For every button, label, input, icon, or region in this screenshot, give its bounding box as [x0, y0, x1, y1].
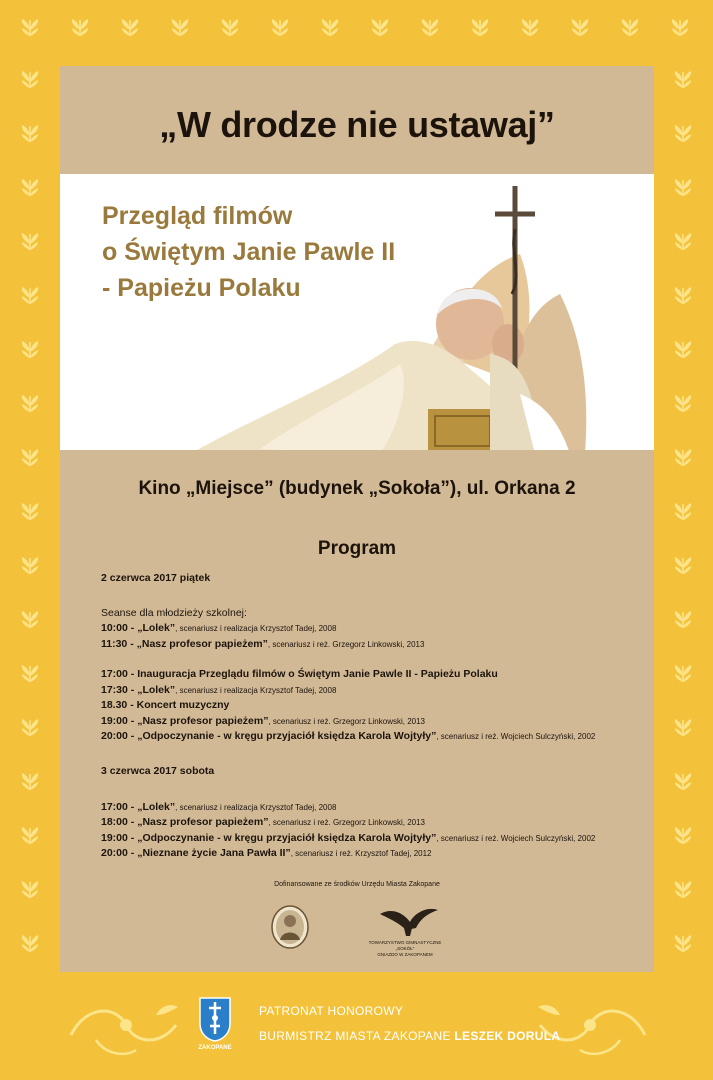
row-time: 17:30 - [101, 683, 138, 696]
row-note: , scenariusz i reż. Grzegorz Linkowski, 2013 [268, 818, 425, 827]
row-note: , scenariusz i realizacja Krzysztof Tadej, 2008 [175, 802, 337, 812]
border-sprig [72, 19, 88, 36]
border-sprig [675, 233, 691, 250]
border-sprig [675, 449, 691, 466]
border-sprig [675, 719, 691, 736]
border-sprig [22, 881, 38, 898]
patron-line-1: PATRONAT HONOROWY [259, 1004, 404, 1018]
border-sprig [22, 827, 38, 844]
flourish-left [66, 995, 186, 1065]
border-sprig [22, 19, 38, 36]
row-note: , scenariusz i realizacja Krzysztof Tadej, 2008 [175, 685, 337, 695]
border-sprig [22, 611, 38, 628]
schedule-row [101, 698, 641, 714]
border-sprig [122, 19, 138, 36]
falcon-caption-line: TOWARZYSTWO GIMNASTYCZNE „SOKÓŁ” [368, 940, 442, 951]
row-title: Koncert muzyczny [136, 699, 230, 711]
border-sprig [572, 19, 588, 36]
row-title: „Nasz profesor papieżem” [137, 816, 269, 828]
row-time: 19:00 - [101, 714, 138, 727]
row-title: „Odpoczynanie - w kręgu przyjaciół księdza Karola Wojtyły” [137, 730, 437, 742]
row-note: , scenariusz i reż. Krzysztof Tadej, 2012 [290, 849, 432, 858]
row-title: „Lolek” [137, 622, 176, 634]
day-heading: 3 czerwca 2017 sobota [101, 764, 215, 777]
border-sprig [675, 665, 691, 682]
schedule-row [101, 683, 641, 699]
schedule-row [101, 714, 641, 730]
border-sprig [472, 19, 488, 36]
schedule-row [101, 637, 641, 653]
border-sprig [675, 503, 691, 520]
falcon-logo [376, 904, 440, 938]
row-time: 20:00 - [101, 730, 138, 742]
border-sprig [272, 19, 288, 36]
border-sprig [22, 233, 38, 250]
schedule-row [101, 815, 641, 831]
image-band [60, 174, 654, 450]
program-heading: Program [317, 538, 397, 559]
border-sprig [172, 19, 188, 36]
schedule-row [101, 729, 641, 745]
subtitle-line-1: Przegląd filmów [102, 202, 293, 230]
row-note: , scenariusz i reż. Grzegorz Linkowski, 2013 [267, 639, 425, 649]
border-sprig [675, 827, 691, 844]
portrait-medallion-logo [270, 904, 310, 950]
subtitle-line-3: - Papieżu Polaku [102, 274, 301, 302]
border-sprig [675, 125, 691, 142]
patron-title: BURMISTRZ MIASTA ZAKOPANE [259, 1029, 455, 1043]
border-sprig [22, 557, 38, 574]
row-time: 18:00 - [101, 816, 138, 828]
border-sprig [675, 881, 691, 898]
border-sprig [675, 557, 691, 574]
border-sprig [622, 19, 638, 36]
schedule [101, 572, 641, 862]
border-sprig [372, 19, 388, 36]
falcon-caption-line: GNIAZDO W ZAKOPANEM [377, 952, 433, 957]
patron-line-2 [259, 1029, 560, 1043]
row-note: , scenariusz i reż. Wojciech Sulczyński, 2002 [436, 732, 596, 741]
border-sprig [675, 179, 691, 196]
border-sprig [22, 71, 38, 88]
sponsor-text: Dofinansowane ze środków Urzędu Miasta Zakopane [274, 881, 440, 888]
border-sprig [675, 773, 691, 790]
row-time: 19:00 - [101, 831, 138, 844]
schedule-row [101, 800, 641, 816]
row-title: „Odpoczynanie - w kręgu przyjaciół księdza Karola Wojtyły” [137, 831, 437, 844]
border-sprig [22, 935, 38, 952]
border-sprig [422, 19, 438, 36]
border-sprig [22, 665, 38, 682]
row-title: „Lolek” [137, 683, 176, 696]
day-heading: 2 czerwca 2017 piątek [101, 572, 211, 584]
border-sprig [22, 341, 38, 358]
border-sprig [522, 19, 538, 36]
row-time: 11:30 - [101, 637, 137, 650]
border-sprig [322, 19, 338, 36]
border-sprig [675, 287, 691, 304]
schedule-row [101, 846, 641, 862]
border-sprig [22, 449, 38, 466]
coat-of-arms-label: ZAKOPANE [198, 1045, 232, 1051]
border-sprig [675, 611, 691, 628]
venue: Kino „Miejsce” (budynek „Sokoła”), ul. Orkana 2 [138, 478, 576, 499]
border-sprig [22, 773, 38, 790]
row-title: „Nasz profesor papieżem” [137, 714, 269, 727]
row-title: „Lolek” [137, 800, 176, 813]
row-note: , scenariusz i reż. Grzegorz Linkowski, 2013 [268, 716, 425, 726]
border-sprig [675, 71, 691, 88]
row-time: 18.30 - [101, 699, 137, 711]
row-time: 10:00 - [101, 622, 138, 634]
row-note: , scenariusz i reż. Wojciech Sulczyński, 2002 [436, 833, 596, 843]
schedule-row [101, 621, 641, 637]
schedule-row [101, 667, 641, 683]
border-sprig [672, 19, 688, 36]
content-panel [60, 66, 654, 972]
pope-photo [190, 184, 630, 450]
row-title: „Nieznane życie Jana Pawła II” [137, 847, 291, 859]
border-sprig [22, 395, 38, 412]
border-sprig [22, 125, 38, 142]
border-sprig [22, 179, 38, 196]
main-title: „W drodze nie ustawaj” [159, 104, 555, 145]
row-time: 17:00 - [101, 800, 138, 813]
row-title: Inauguracja Przeglądu filmów o Świętym Janie Pawle II - Papieżu Polaku [137, 668, 498, 680]
row-title: „Nasz profesor papieżem” [136, 637, 268, 650]
schedule-row [101, 831, 641, 847]
border-sprig [22, 719, 38, 736]
falcon-logo-caption [360, 940, 450, 958]
subtitle-line-2: o Świętym Janie Pawle II [102, 238, 396, 266]
school-intro: Seanse dla młodzieży szkolnej: [101, 607, 247, 619]
border-sprig [222, 19, 238, 36]
border-sprig [22, 503, 38, 520]
border-sprig [675, 395, 691, 412]
row-time: 17:00 - [101, 668, 138, 680]
border-sprig [675, 935, 691, 952]
zakopane-coat-of-arms [198, 996, 232, 1042]
border-sprig [675, 341, 691, 358]
row-note: , scenariusz i realizacja Krzysztof Tadej, 2008 [175, 624, 337, 633]
border-sprig [22, 287, 38, 304]
patron-name: LESZEK DORULA [454, 1029, 561, 1043]
row-time: 20:00 - [101, 847, 138, 859]
